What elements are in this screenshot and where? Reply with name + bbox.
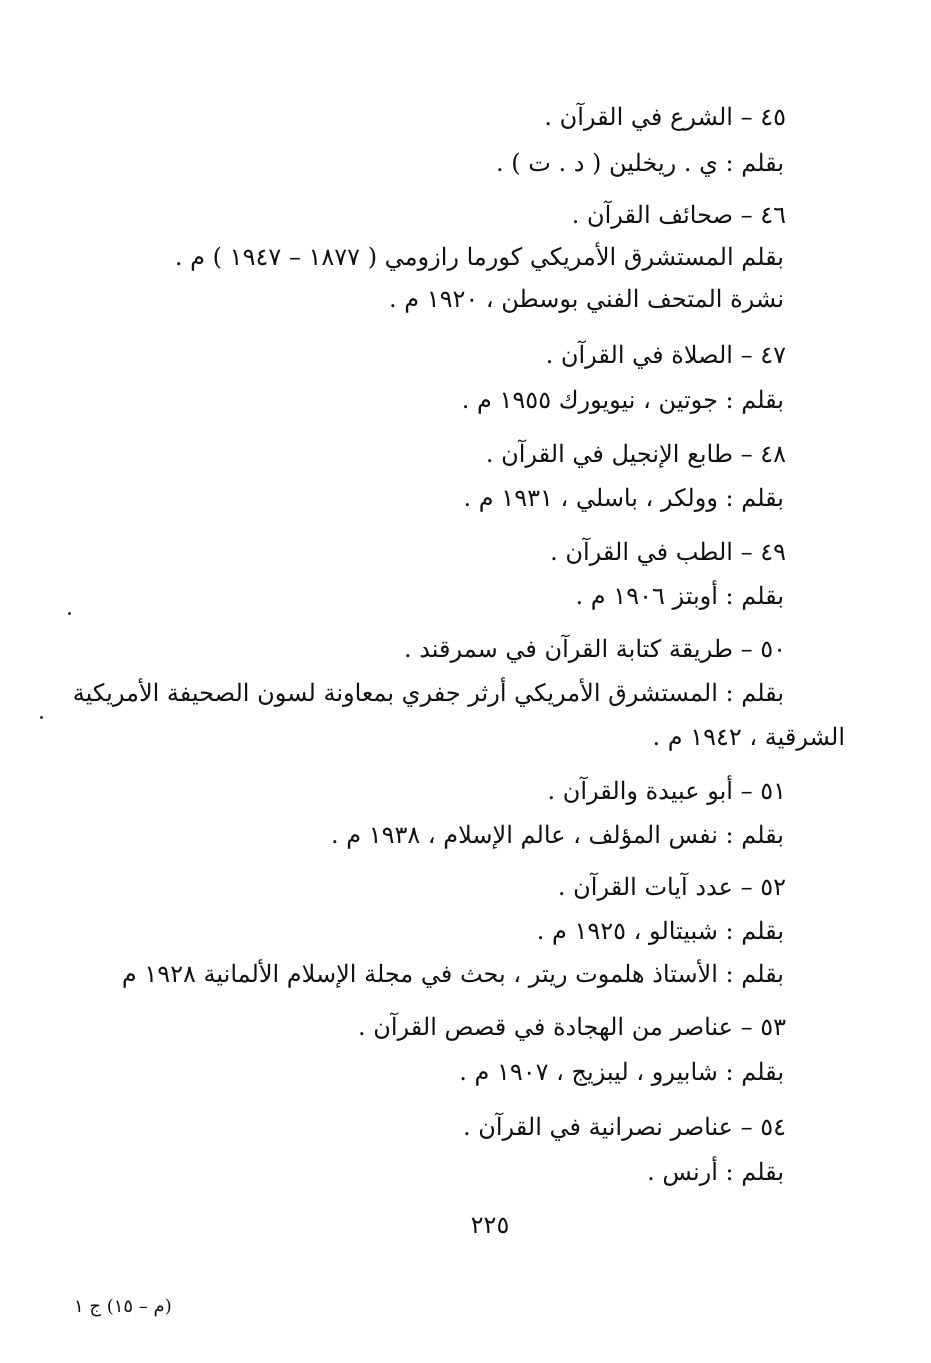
entry-54-author: بقلم : أرنس . — [647, 1158, 784, 1186]
entry-51-title: ٥١ – أبو عبيدة والقرآن . — [547, 777, 786, 805]
entry-45-title: ٤٥ – الشرع في القرآن . — [544, 103, 786, 131]
entry-48-title: ٤٨ – طابع الإنجيل في القرآن . — [485, 440, 786, 468]
scan-speck — [40, 716, 43, 719]
entry-52-author-1: بقلم : شبيتالو ، ١٩٢٥ م . — [536, 917, 784, 945]
entry-47-author: بقلم : جوتين ، نيويورك ١٩٥٥ م . — [461, 386, 784, 414]
entry-49-title: ٤٩ – الطب في القرآن . — [550, 538, 786, 566]
entry-46-title: ٤٦ – صحائف القرآن . — [571, 201, 786, 229]
entry-54-title: ٥٤ – عناصر نصرانية في القرآن . — [462, 1113, 786, 1141]
scan-speck — [68, 612, 71, 615]
entry-47-title: ٤٧ – الصلاة في القرآن . — [545, 341, 786, 369]
entry-50-title: ٥٠ – طريقة كتابة القرآن في سمرقند . — [403, 635, 786, 663]
entry-50-author-continued: الشرقية ، ١٩٤٢ م . — [652, 723, 845, 751]
signature-mark: (م – ١٥) ج ١ — [74, 1296, 172, 1317]
entry-51-author: بقلم : نفس المؤلف ، عالم الإسلام ، ١٩٣٨ م . — [330, 821, 784, 849]
entry-46-author: بقلم المستشرق الأمريكي كورما رازومي ( ١٨٧٧ – ١٩٤٧ ) م . — [174, 243, 784, 271]
entry-53-title: ٥٣ – عناصر من الهجادة في قصص القرآن . — [358, 1013, 786, 1041]
entry-48-author: بقلم : وولكر ، باسلي ، ١٩٣١ م . — [463, 484, 784, 512]
entry-45-author: بقلم : ي . ريخلين ( د . ت ) . — [495, 149, 784, 177]
entry-52-title: ٥٢ – عدد آيات القرآن . — [557, 873, 786, 901]
entry-50-author: بقلم : المستشرق الأمريكي أرثر جفري بمعاونة لسون الصحيفة الأمريكية — [72, 679, 784, 707]
entry-46-publication: نشرة المتحف الفني بوسطن ، ١٩٢٠ م . — [388, 285, 784, 313]
entry-53-author: بقلم : شابيرو ، ليبزيج ، ١٩٠٧ م . — [459, 1058, 784, 1086]
entry-49-author: بقلم : أوبتز ١٩٠٦ م . — [575, 582, 784, 610]
entry-52-author-2: بقلم : الأستاذ هلموت ريتر ، بحث في مجلة الإسلام الألمانية ١٩٢٨ م — [121, 960, 784, 988]
page-number: ٢٢٥ — [470, 1211, 510, 1239]
